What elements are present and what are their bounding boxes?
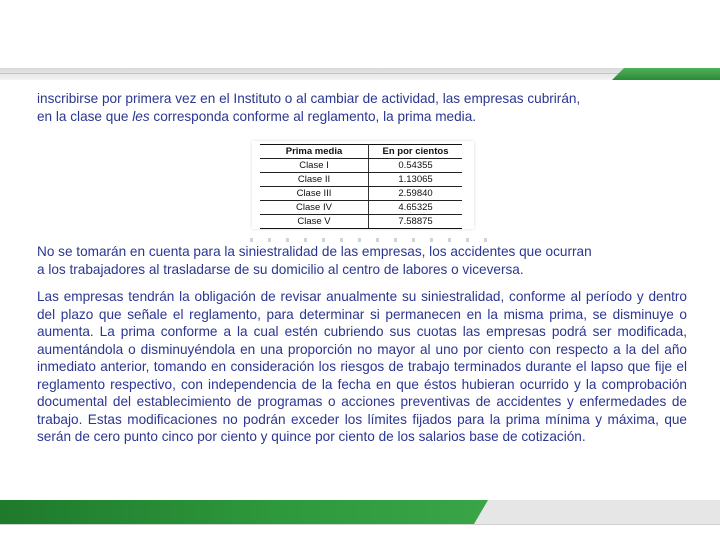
text-segment: en la clase que — [37, 108, 133, 124]
table-row — [260, 201, 462, 215]
table-row — [260, 173, 462, 187]
table-cell-class: Clase I — [260, 159, 369, 173]
table-row — [260, 187, 462, 201]
table-cell-class: Clase IV — [260, 201, 369, 215]
top-decorative-band — [0, 68, 720, 80]
table-cell-class: Clase V — [260, 215, 369, 229]
paragraph-intro-line-1: inscribirse por primera vez en el Instituto o al cambiar de actividad, las empresas cubrirán, — [37, 91, 581, 106]
paragraph-exclusion-line-2: a los trabajadores al trasladarse de su domicilio al centro de labores o viceversa. — [37, 261, 524, 277]
paragraph-intro — [37, 90, 687, 125]
text-segment: corresponda conforme al reglamento, la prima media. — [149, 108, 477, 124]
table-cell-class: Clase II — [260, 173, 369, 187]
paragraph-revision: Las empresas tendrán la obligación de revisar anualmente su siniestralidad, conforme al período y dentro del plazo que señale el reglamento, para determinar si permanecen en la misma prima, se disminuye o aumenta. La prima conforme a la cual estén cubriendo sus cuotas las empresas podrá ser modificada, aumentándola o disminuyéndola en una proporción no mayor al uno por ciento con respecto a la del año inmediato anterior, tomando en consideración los riesgos de trabajo terminados durante el lapso que fije el reglamento respectivo, con independencia de la fecha en que éstos hubieran ocurrido y la comprobación documental del establecimiento de programas o acciones preventivas de accidentes y enfermedades de trabajo. Estas modificaciones no podrán exceder los límites fijados para la prima mínima y máxima, que serán de cero punto cinco por ciento y quince por ciento de los salarios base de cotización. — [37, 289, 687, 444]
table-cell-percent: 7.58875 — [369, 215, 463, 229]
table-header-percent: En por cientos — [369, 145, 463, 159]
table-row — [260, 159, 462, 173]
top-green-accent — [612, 68, 720, 80]
bottom-divider — [0, 524, 720, 525]
italic-word: les — [132, 108, 150, 124]
prima-media-table-container — [252, 141, 474, 229]
paragraph-exclusion-line-1: No se tomarán en cuenta para la siniestralidad de las empresas, los accidentes que ocurran — [37, 244, 592, 259]
table-header-class: Prima media — [260, 145, 369, 159]
table-row — [260, 215, 462, 229]
bottom-green-bar — [0, 500, 488, 524]
table-cell-percent: 0.54355 — [369, 159, 463, 173]
faded-text-artifact — [250, 238, 500, 242]
table-cell-percent: 4.65325 — [369, 201, 463, 215]
paragraph-exclusion — [37, 243, 687, 278]
table-header-row — [260, 145, 462, 159]
table-cell-class: Clase III — [260, 187, 369, 201]
table-cell-percent: 2.59840 — [369, 187, 463, 201]
prima-media-table — [260, 144, 462, 229]
table-cell-percent: 1.13065 — [369, 173, 463, 187]
paragraph-intro-line-2 — [37, 108, 687, 126]
